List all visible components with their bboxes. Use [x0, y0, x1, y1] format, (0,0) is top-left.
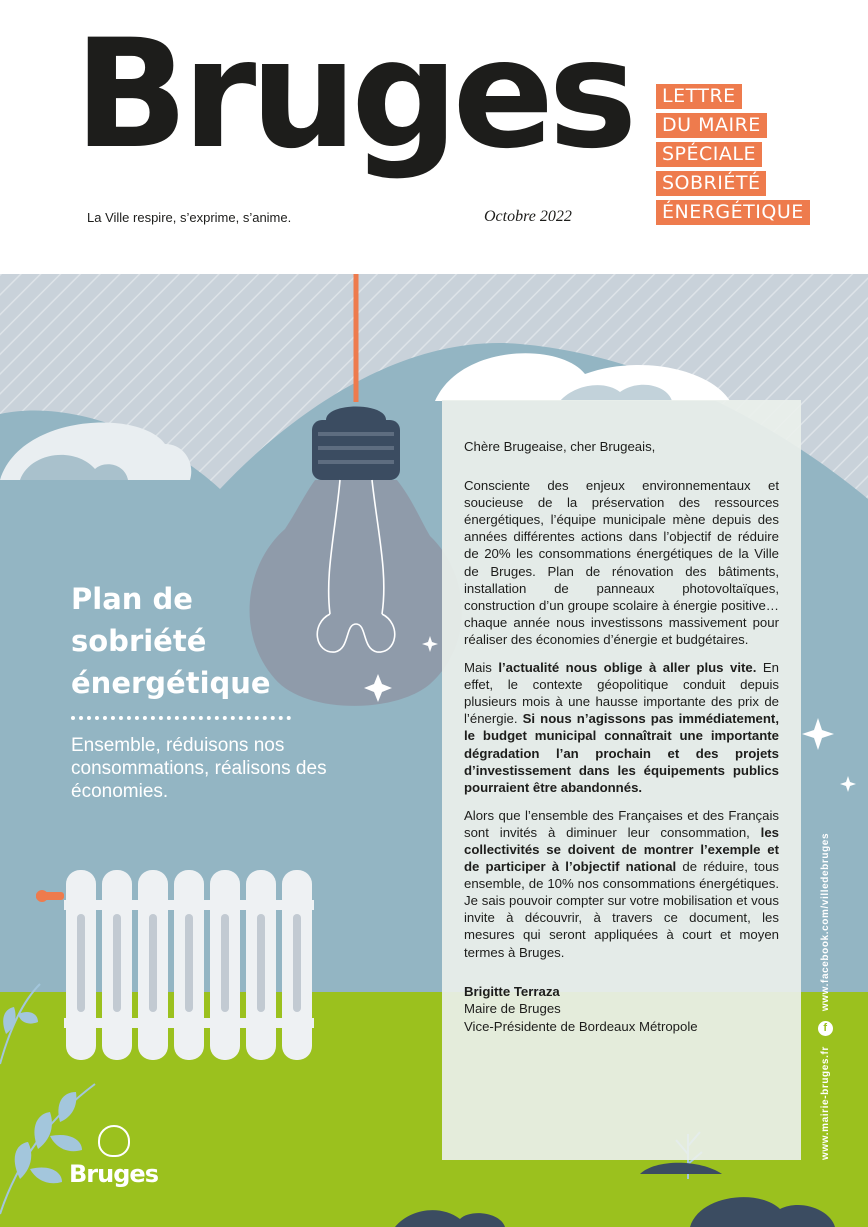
facebook-icon: f [818, 1021, 833, 1036]
intro-title-line: énergétique [71, 666, 271, 700]
mayor-letter [442, 400, 801, 1160]
letter-paragraph: Consciente des enjeux environnementaux et soucieuse de la préservation des ressources énergétiques, l’équipe municipale mène depuis des années différentes actions dans l’objectif de réduire de 20% les consommations énergétiques de la Ville de Bruges. Plan de rénovation des bâtiments, installation de panneaux photovoltaïques, construction d’un groupe scolaire à énergie positive… chaque année nous investissons massivement pour réaliser des économies d’énergie et budgétaires. [464, 478, 779, 647]
dotted-divider [71, 716, 291, 720]
brand-title: Bruges [74, 8, 632, 182]
badge-line: ÉNERGÉTIQUE [656, 200, 810, 225]
city-logo [66, 1125, 161, 1187]
website-link[interactable]: www.mairie-bruges.fr [820, 1046, 831, 1160]
letter-emphasis: les collectivités se doivent de montrer l’exemple et de participer à l’objectif national [464, 824, 779, 875]
badge-line: SPÉCIALE [656, 142, 762, 167]
side-links [818, 833, 833, 1160]
badge-line: SOBRIÉTÉ [656, 171, 766, 196]
intro-subtitle: Ensemble, réduisons nos consommations, réalisons des économies. [71, 735, 327, 802]
intro-title-line: sobriété [71, 624, 207, 658]
letter-paragraph [464, 659, 779, 796]
city-seal-icon [98, 1125, 130, 1157]
letter-salutation: Chère Brugeaise, cher Brugeais, [464, 439, 656, 454]
intro-title [71, 578, 371, 704]
letter-text: Alors que l’ensemble des Françaises et des Français sont invités à diminuer leur consommation, [464, 807, 779, 840]
letter-text: Mais [464, 660, 499, 676]
title-badge [656, 84, 846, 229]
signature-role: Vice-Présidente de Bordeaux Métropole [464, 1018, 698, 1034]
badge-line: LETTRE [656, 84, 742, 109]
signature-name: Brigitte Terraza [464, 983, 560, 999]
intro-title-line: Plan de [71, 582, 193, 616]
letter-text: En effet, le contexte géopolitique conduit depuis plusieurs mois à une hausse importante des prix de l’énergie. [464, 660, 780, 727]
signature [464, 983, 779, 1036]
letter-emphasis: Si nous n’agissons pas immédiatement, le budget municipal connaîtrait une importante dégradation l’an prochain et des projets d’investissement dans les équipements publics pourraient être abandonnés. [464, 711, 779, 795]
masthead [0, 0, 868, 274]
tagline: La Ville respire, s’exprime, s’anime. [87, 210, 292, 225]
issue-date: Octobre 2022 [484, 208, 572, 225]
facebook-link[interactable]: www.facebook.com/villedebruges [820, 832, 831, 1012]
letter-emphasis: l’actualité nous oblige à aller plus vite. [498, 660, 757, 676]
signature-role: Maire de Bruges [464, 1001, 561, 1017]
radiator-icon [36, 870, 314, 1060]
badge-line: DU MAIRE [656, 113, 767, 138]
intro-block [71, 578, 371, 803]
letter-paragraph [464, 807, 779, 961]
logo-wordmark: Bruges [69, 1160, 158, 1188]
letter-text: de réduire, tous ensemble, de 10% nos consommations énergétiques. Je sais pouvoir compter sur votre mobilisation et vous invite à découvrir, à travers ce document, les mesures qui seront appliquées à court et moyen termes à Bruges. [464, 859, 779, 960]
